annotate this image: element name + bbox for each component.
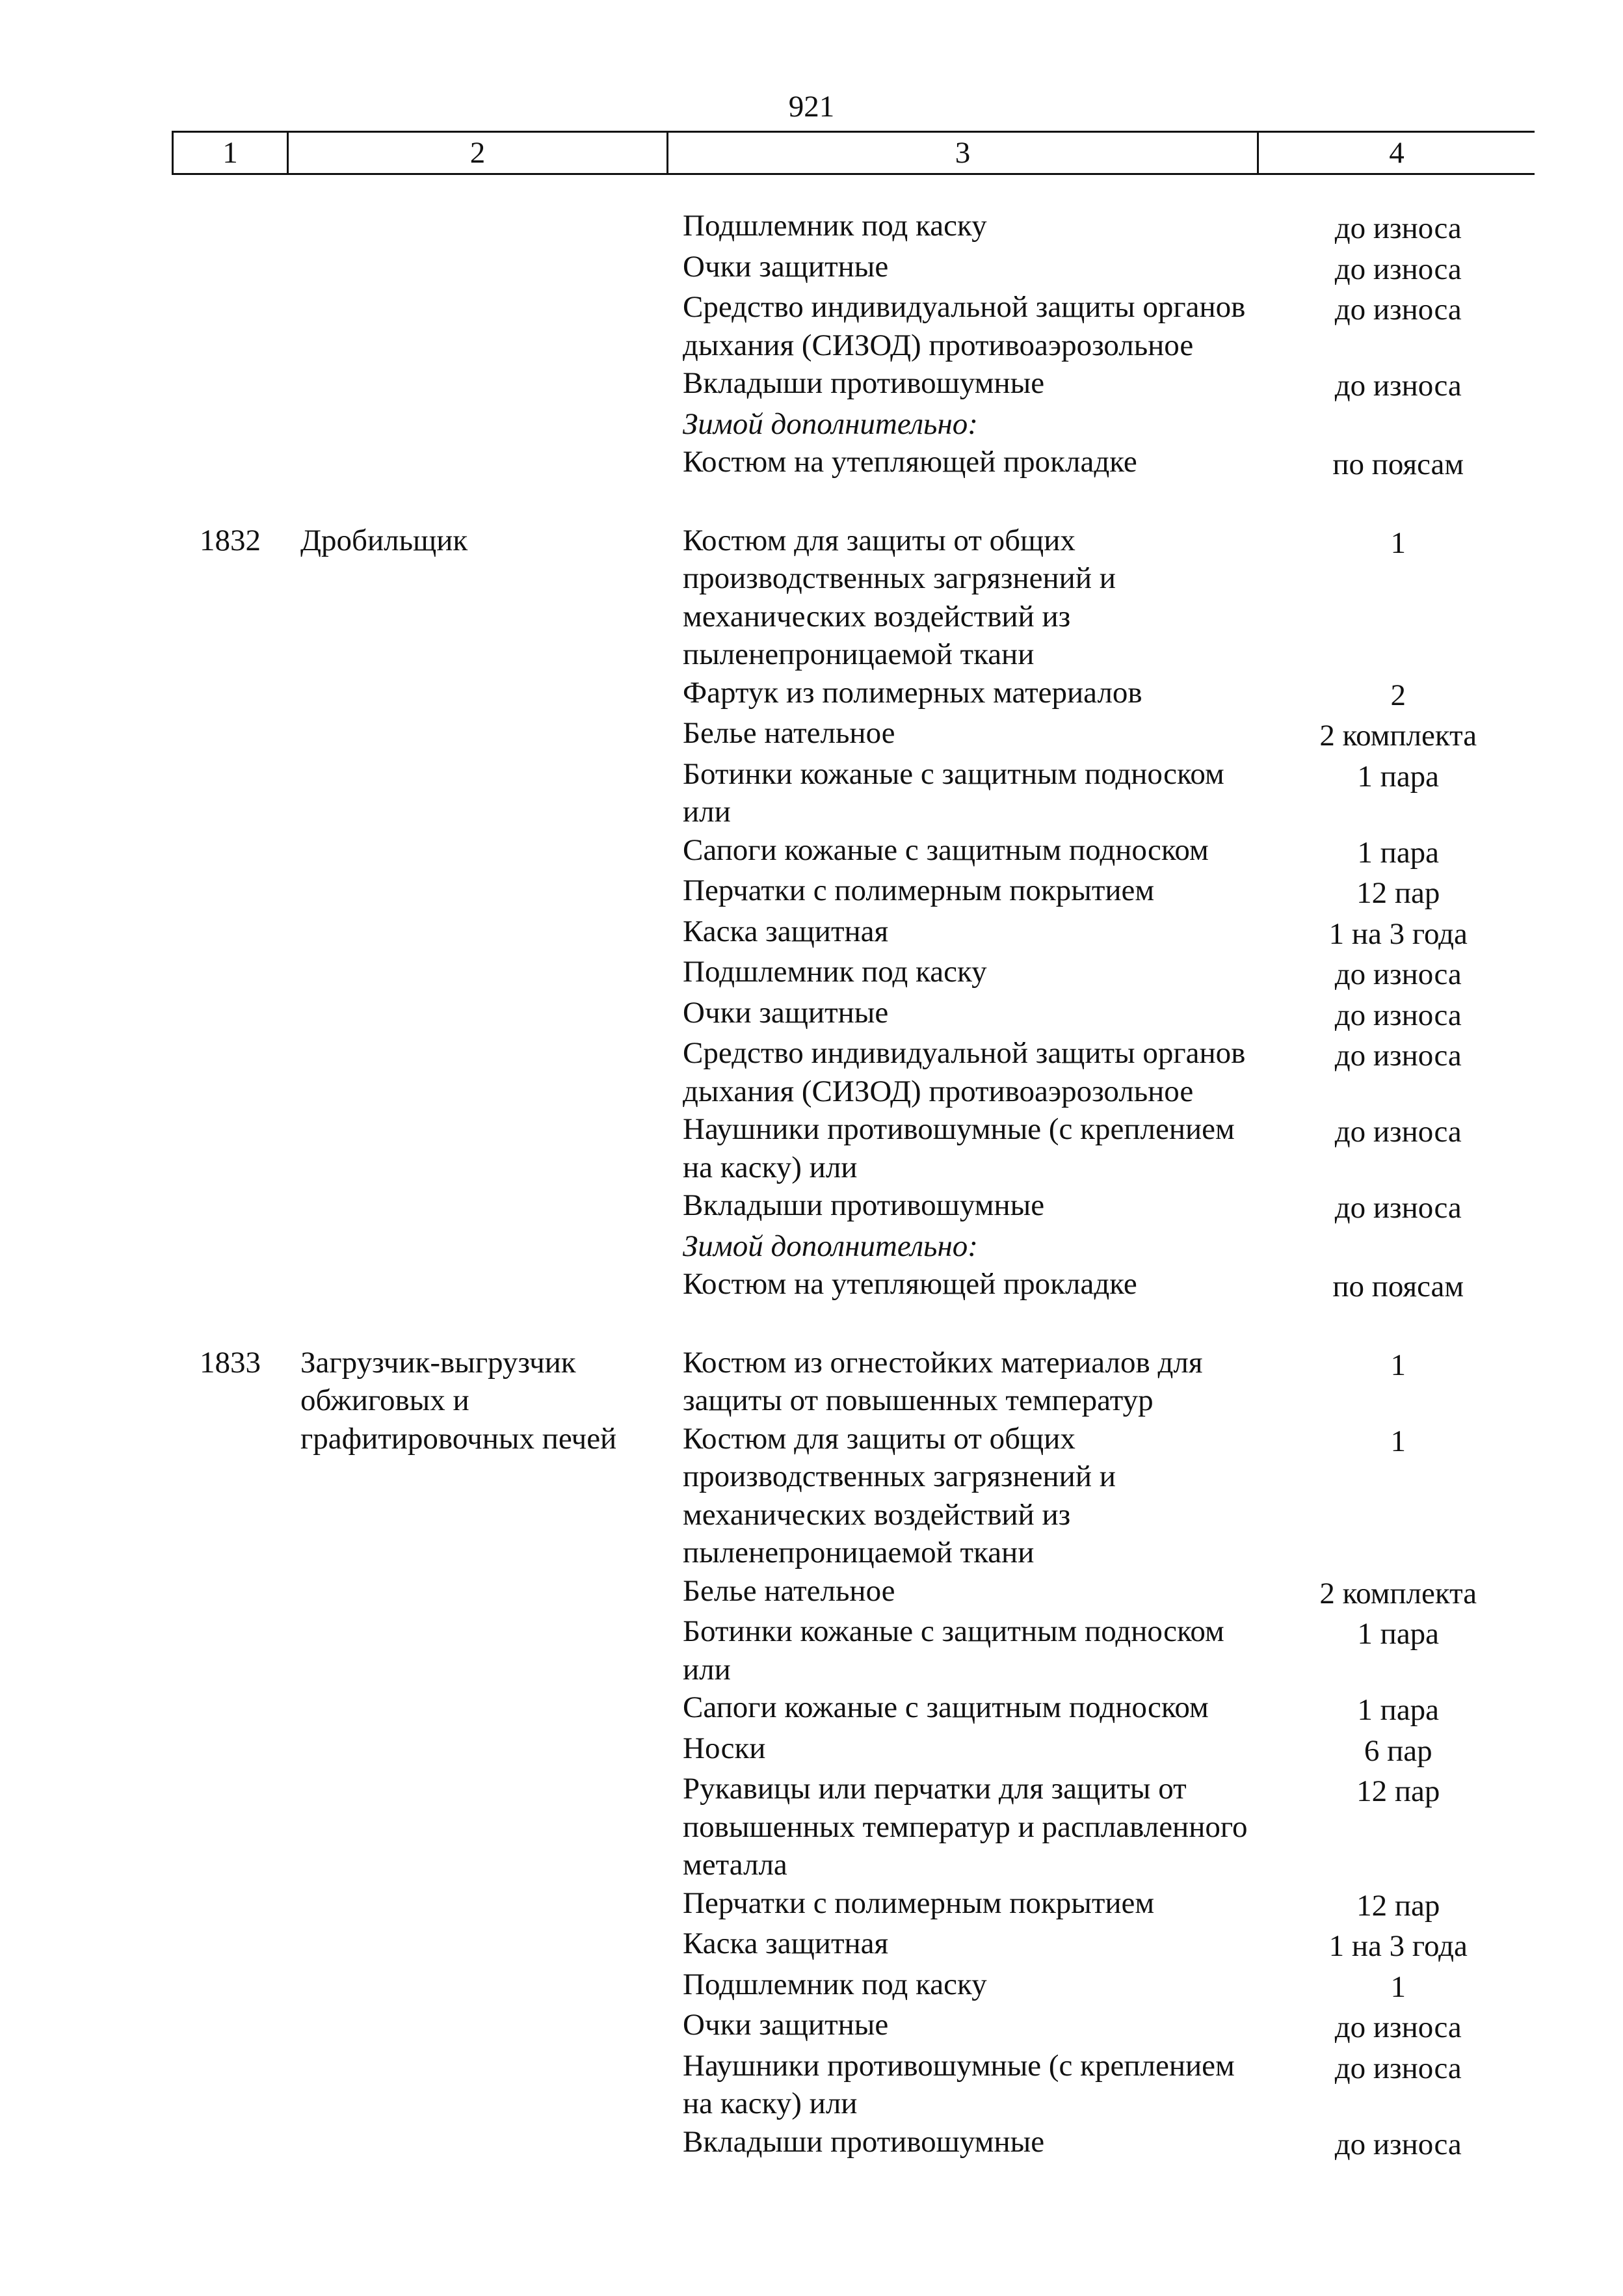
ppe-item-row <box>172 1925 1535 1966</box>
ppe-item-row <box>172 522 1535 674</box>
ppe-item-name: Очки защитные <box>683 249 889 284</box>
ppe-item-row <box>172 953 1535 994</box>
profession-name: Дробильщик <box>300 523 468 557</box>
ppe-item-row <box>172 714 1535 755</box>
ppe-item-name: Ботинки кожаные с защитным подноском или <box>683 1614 1224 1687</box>
ppe-item-row <box>172 1265 1535 1306</box>
ppe-item-row <box>172 831 1535 872</box>
ppe-item-name: Костюм для защиты от общих производственных загрязнений и механических воздействий из пыленепроницаемой ткани <box>683 523 1116 671</box>
ppe-item-norm: 6 пар <box>1364 1733 1432 1768</box>
ppe-item-name: Носки <box>683 1731 766 1765</box>
ppe-item-row <box>172 1770 1535 1884</box>
ppe-item-norm: 1 пара <box>1357 835 1440 870</box>
ppe-item-row <box>172 1729 1535 1770</box>
ppe-item-row <box>172 1966 1535 2007</box>
ppe-item-name: Костюм на утепляющей прокладке <box>683 1267 1137 1301</box>
ppe-item-name: Вкладыши противошумные <box>683 2124 1045 2159</box>
ppe-item-norm: 12 пар <box>1356 1774 1440 1808</box>
ppe-item-row <box>172 2047 1535 2123</box>
ppe-item-norm: до износа <box>1334 369 1462 403</box>
ppe-item-norm: 1 <box>1390 1969 1406 2004</box>
ppe-item-row <box>172 1186 1535 1227</box>
ppe-item-norm: до износа <box>1334 252 1462 286</box>
ppe-item-row <box>172 913 1535 954</box>
ppe-item-name: Костюм из огнестойких материалов для защиты от повышенных температур <box>683 1345 1203 1417</box>
column-header-1: 1 <box>172 133 289 173</box>
ppe-item-norm: 2 комплекта <box>1319 1576 1477 1610</box>
ppe-item-row <box>172 1034 1535 1110</box>
ppe-item-name: Белье нательное <box>683 716 895 750</box>
ppe-norms-table <box>172 207 1535 2201</box>
profession-group <box>172 1344 1535 2164</box>
column-header-4: 4 <box>1389 136 1405 170</box>
ppe-item-norm: до износа <box>1334 211 1462 245</box>
ppe-item-name: Каска защитная <box>683 1927 889 1960</box>
ppe-item-name: Очки защитные <box>683 2008 889 2042</box>
ppe-item-row <box>172 443 1535 484</box>
ppe-item-row <box>172 1227 1535 1266</box>
ppe-item-norm: 1 <box>1390 526 1406 560</box>
ppe-item-norm: 2 комплекта <box>1319 719 1477 753</box>
ppe-item-name: Каска защитная <box>683 914 889 948</box>
ppe-item-norm: 1 пара <box>1357 759 1440 794</box>
ppe-item-name: Подшлемник под каску <box>683 209 987 243</box>
ppe-item-name: Зимой дополнительно: <box>683 407 978 441</box>
ppe-item-row <box>172 1572 1535 1613</box>
ppe-item-name: Перчатки с полимерным покрытием <box>683 874 1155 907</box>
ppe-item-name: Вкладыши противошумные <box>683 366 1045 400</box>
ppe-item-norm: 12 пар <box>1356 1888 1440 1923</box>
ppe-item-name: Очки защитные <box>683 995 889 1030</box>
ppe-item-norm: по поясам <box>1332 1270 1464 1303</box>
ppe-item-norm: 2 <box>1390 678 1406 712</box>
profession-code: 1832 <box>200 523 261 557</box>
ppe-item-norm: до износа <box>1334 1191 1462 1225</box>
ppe-item-norm: 1 на 3 года <box>1328 916 1468 951</box>
column-header-3: 3 <box>668 133 1259 173</box>
ppe-item-norm: до износа <box>1334 293 1462 327</box>
ppe-item-row <box>172 872 1535 913</box>
ppe-item-name: Фартук из полимерных материалов <box>683 675 1142 710</box>
ppe-item-norm: 1 <box>1390 1424 1406 1458</box>
profession-name: Загрузчик-выгрузчик обжиговых и графитировочных печей <box>300 1345 617 1456</box>
ppe-item-name: Костюм на утепляющей прокладке <box>683 445 1137 479</box>
ppe-item-row <box>172 2123 1535 2164</box>
ppe-item-row <box>172 755 1535 831</box>
ppe-item-row <box>172 994 1535 1035</box>
ppe-item-norm <box>1261 405 1535 444</box>
ppe-item-row <box>172 2006 1535 2047</box>
ppe-item-norm: до износа <box>1334 998 1462 1032</box>
ppe-item-norm: до износа <box>1334 1039 1462 1073</box>
ppe-item-norm: 1 пара <box>1357 1617 1440 1651</box>
page-number: 921 <box>788 90 835 124</box>
ppe-item-name: Наушники противошумные (с креплением на каску) или <box>683 2048 1235 2120</box>
ppe-item-name: Вкладыши противошумные <box>683 1188 1045 1222</box>
ppe-item-norm: до износа <box>1334 1115 1462 1149</box>
column-header-row <box>172 131 1535 175</box>
ppe-item-row <box>172 364 1535 405</box>
ppe-item-row <box>172 1689 1535 1729</box>
ppe-item-row <box>172 1420 1535 1572</box>
ppe-item-norm: до износа <box>1334 2127 1462 2161</box>
ppe-item-name: Зимой дополнительно: <box>683 1229 978 1263</box>
column-header-2: 2 <box>289 133 668 173</box>
ppe-item-norm: по поясам <box>1332 447 1464 481</box>
ppe-item-name: Сапоги кожаные с защитным подноском <box>683 833 1209 867</box>
ppe-item-norm: до износа <box>1334 957 1462 991</box>
ppe-item-row <box>172 674 1535 715</box>
profession-group <box>172 522 1535 1306</box>
ppe-item-name: Костюм для защиты от общих производственных загрязнений и механических воздействий из пыленепроницаемой ткани <box>683 1421 1116 1569</box>
ppe-item-name: Рукавицы или перчатки для защиты от повышенных температур и расплавленного металла <box>683 1772 1248 1882</box>
ppe-item-name: Средство индивидуальной защиты органов дыхания (СИЗОД) противоаэрозольное <box>683 1036 1246 1108</box>
ppe-item-name: Наушники противошумные (с креплением на каску) или <box>683 1112 1235 1184</box>
ppe-item-row <box>172 405 1535 444</box>
ppe-item-norm: 12 пар <box>1356 876 1440 910</box>
ppe-item-norm: до износа <box>1334 2010 1462 2044</box>
ppe-item-row <box>172 288 1535 364</box>
ppe-item-name: Сапоги кожаные с защитным подноском <box>683 1690 1209 1724</box>
ppe-item-norm: 1 <box>1390 1348 1406 1382</box>
ppe-item-norm: 1 пара <box>1357 1693 1440 1727</box>
ppe-item-name: Средство индивидуальной защиты органов дыхания (СИЗОД) противоаэрозольное <box>683 290 1246 362</box>
ppe-item-row <box>172 207 1535 248</box>
ppe-item-name: Подшлемник под каску <box>683 955 987 989</box>
ppe-item-norm: 1 на 3 года <box>1328 1929 1468 1963</box>
ppe-item-name: Подшлемник под каску <box>683 1967 987 2001</box>
ppe-item-name: Ботинки кожаные с защитным подноском или <box>683 756 1224 829</box>
ppe-item-row <box>172 1110 1535 1186</box>
profession-code: 1833 <box>200 1345 261 1380</box>
ppe-item-norm: до износа <box>1334 2051 1462 2085</box>
ppe-item-row <box>172 1884 1535 1925</box>
ppe-item-name: Белье нательное <box>683 1573 895 1608</box>
ppe-item-name: Перчатки с полимерным покрытием <box>683 1886 1155 1920</box>
ppe-item-norm <box>1261 1227 1535 1266</box>
ppe-item-row <box>172 1344 1535 1420</box>
ppe-item-row <box>172 1612 1535 1689</box>
profession-group <box>172 207 1535 484</box>
ppe-item-row <box>172 248 1535 289</box>
